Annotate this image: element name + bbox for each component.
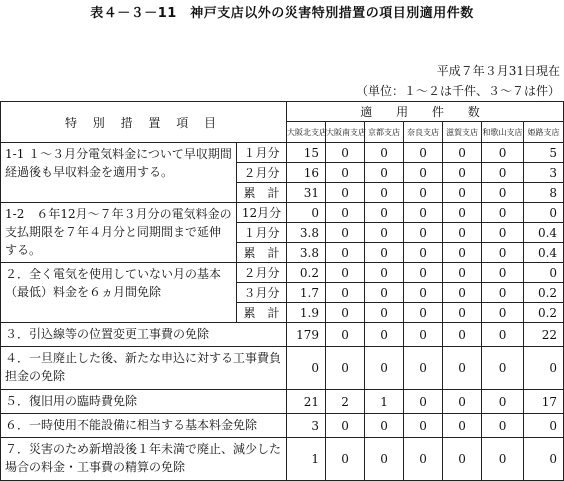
count-cell: 0 bbox=[326, 223, 365, 243]
table-row bbox=[1, 203, 564, 223]
count-cell: 0 bbox=[365, 203, 404, 223]
table-row bbox=[1, 143, 564, 163]
unit-note: （単位：１～２は千件、３～７は件） bbox=[355, 84, 560, 98]
count-cell: 0 bbox=[524, 438, 564, 481]
count-cell: 0 bbox=[404, 303, 443, 323]
count-cell: 0 bbox=[443, 283, 482, 303]
table-title: 表４－３－11 神戸支店以外の災害特別措置の項目別適用件数 bbox=[90, 6, 474, 21]
count-cell: 0 bbox=[443, 263, 482, 283]
count-cell: 0 bbox=[404, 163, 443, 183]
count-cell: 0 bbox=[482, 203, 524, 223]
branch-header: 京都支店 bbox=[365, 122, 404, 143]
count-cell: 0 bbox=[365, 183, 404, 203]
count-cell: 3 bbox=[524, 163, 564, 183]
count-cell: 0 bbox=[326, 163, 365, 183]
count-cell: 0 bbox=[482, 323, 524, 347]
measure-item: ２．全く電気を使用していない月の基本（最低）料金を６ヵ月間免除 bbox=[1, 263, 237, 323]
count-cell: 0 bbox=[443, 223, 482, 243]
measure-item: ７．災害のため新増設後１年未満で廃止、減少した場合の料金・工事費の精算の免除 bbox=[1, 438, 287, 481]
count-cell: 0 bbox=[482, 347, 524, 390]
count-cell: 0 bbox=[482, 303, 524, 323]
item-header: 特 別 措 置 項 目 bbox=[1, 102, 287, 143]
count-cell: 0 bbox=[482, 143, 524, 163]
measure-item: 1-2 ６年12月～７年３月分の電気料金の支払期限を７年４月分と同期間まで延伸する。 bbox=[1, 203, 237, 263]
count-cell: 0 bbox=[482, 438, 524, 481]
special-measures-table bbox=[0, 101, 564, 481]
count-cell: 5 bbox=[524, 143, 564, 163]
table-row bbox=[1, 414, 564, 438]
count-cell: 0 bbox=[482, 163, 524, 183]
count-cell: 0 bbox=[404, 283, 443, 303]
branch-header: 姫路支店 bbox=[524, 122, 564, 143]
measure-item: 1-1 １～３月分電気料金について早収期間経過後も早収料金を適用する。 bbox=[1, 143, 237, 203]
count-cell: 0 bbox=[365, 243, 404, 263]
count-cell: 0 bbox=[287, 203, 326, 223]
period-label: 累 計 bbox=[237, 303, 287, 323]
table-row bbox=[1, 390, 564, 414]
count-cell: 0.2 bbox=[524, 283, 564, 303]
count-cell: 0 bbox=[365, 438, 404, 481]
count-cell: 8 bbox=[524, 183, 564, 203]
count-cell: 21 bbox=[287, 390, 326, 414]
measure-item: ５．復旧用の臨時費免除 bbox=[1, 390, 287, 414]
count-cell: 31 bbox=[287, 183, 326, 203]
count-cell: 0 bbox=[326, 283, 365, 303]
branch-header: 和歌山支店 bbox=[482, 122, 524, 143]
period-label: ３月分 bbox=[237, 283, 287, 303]
count-cell: 1 bbox=[287, 438, 326, 481]
count-cell: 17 bbox=[524, 390, 564, 414]
count-cell: 0 bbox=[404, 390, 443, 414]
count-cell: 0 bbox=[482, 223, 524, 243]
count-cell: 0 bbox=[443, 143, 482, 163]
count-cell: 0 bbox=[443, 347, 482, 390]
count-cell: 16 bbox=[287, 163, 326, 183]
count-cell: 0 bbox=[404, 223, 443, 243]
count-cell: 0 bbox=[404, 143, 443, 163]
count-cell: 0 bbox=[365, 323, 404, 347]
count-cell: 0 bbox=[443, 243, 482, 263]
count-cell: 0 bbox=[524, 203, 564, 223]
count-cell: 3.8 bbox=[287, 243, 326, 263]
count-cell: 0 bbox=[443, 163, 482, 183]
count-cell: 0 bbox=[326, 143, 365, 163]
count-cell: 0 bbox=[326, 263, 365, 283]
period-label: ２月分 bbox=[237, 163, 287, 183]
count-cell: 0.4 bbox=[524, 223, 564, 243]
count-header: 適 用 件 数 bbox=[287, 102, 564, 122]
count-cell: 0 bbox=[443, 183, 482, 203]
count-cell: 0 bbox=[482, 283, 524, 303]
period-label: １月分 bbox=[237, 223, 287, 243]
count-cell: 0 bbox=[404, 438, 443, 481]
count-cell: 0 bbox=[482, 414, 524, 438]
date-note: 平成７年３月31日現在 bbox=[436, 64, 560, 78]
count-cell: 0 bbox=[443, 390, 482, 414]
count-cell: 0 bbox=[482, 183, 524, 203]
count-cell: 0 bbox=[443, 438, 482, 481]
count-cell: 0 bbox=[404, 243, 443, 263]
count-cell: 0 bbox=[404, 323, 443, 347]
count-cell: 0 bbox=[365, 223, 404, 243]
period-label: ２月分 bbox=[237, 263, 287, 283]
count-cell: 0 bbox=[365, 263, 404, 283]
count-cell: 2 bbox=[326, 390, 365, 414]
measure-item: ６．一時使用不能設備に相当する基本料金免除 bbox=[1, 414, 287, 438]
count-cell: 0 bbox=[443, 303, 482, 323]
table-row bbox=[1, 438, 564, 481]
count-cell: 0 bbox=[404, 414, 443, 438]
count-cell: 22 bbox=[524, 323, 564, 347]
branch-header: 滋賀支店 bbox=[443, 122, 482, 143]
count-cell: 0.2 bbox=[287, 263, 326, 283]
count-cell: 0 bbox=[326, 414, 365, 438]
count-cell: 0 bbox=[326, 243, 365, 263]
count-cell: 0 bbox=[524, 263, 564, 283]
measure-item: ４．一旦廃止した後、新たな申込に対する工事費負担金の免除 bbox=[1, 347, 287, 390]
count-cell: 0 bbox=[365, 163, 404, 183]
count-cell: 1.9 bbox=[287, 303, 326, 323]
count-cell: 15 bbox=[287, 143, 326, 163]
count-cell: 179 bbox=[287, 323, 326, 347]
count-cell: 0 bbox=[326, 438, 365, 481]
count-cell: 0.4 bbox=[524, 243, 564, 263]
count-cell: 0 bbox=[326, 203, 365, 223]
count-cell: 0 bbox=[326, 303, 365, 323]
count-cell: 0 bbox=[326, 183, 365, 203]
branch-header: 奈良支店 bbox=[404, 122, 443, 143]
count-cell: 0 bbox=[326, 347, 365, 390]
count-cell: 0 bbox=[482, 243, 524, 263]
table-row bbox=[1, 323, 564, 347]
branch-header: 大阪南支店 bbox=[326, 122, 365, 143]
count-cell: 0 bbox=[287, 347, 326, 390]
count-cell: 0 bbox=[443, 323, 482, 347]
count-cell: 0 bbox=[482, 263, 524, 283]
period-label: 累 計 bbox=[237, 183, 287, 203]
table-row bbox=[1, 263, 564, 283]
period-label: 12月分 bbox=[237, 203, 287, 223]
count-cell: 0 bbox=[365, 283, 404, 303]
period-label: 累 計 bbox=[237, 243, 287, 263]
count-cell: 0.2 bbox=[524, 303, 564, 323]
count-cell: 3 bbox=[287, 414, 326, 438]
count-cell: 0 bbox=[482, 390, 524, 414]
count-cell: 0 bbox=[326, 323, 365, 347]
branch-header: 大阪北支店 bbox=[287, 122, 326, 143]
count-cell: 0 bbox=[404, 347, 443, 390]
count-cell: 0 bbox=[404, 183, 443, 203]
count-cell: 0 bbox=[365, 303, 404, 323]
count-cell: 1 bbox=[365, 390, 404, 414]
count-cell: 1.7 bbox=[287, 283, 326, 303]
count-cell: 0 bbox=[365, 414, 404, 438]
count-cell: 0 bbox=[443, 414, 482, 438]
count-cell: 0 bbox=[365, 347, 404, 390]
count-cell: 0 bbox=[524, 347, 564, 390]
count-cell: 0 bbox=[404, 263, 443, 283]
table-row bbox=[1, 347, 564, 390]
count-cell: 3.8 bbox=[287, 223, 326, 243]
period-label: １月分 bbox=[237, 143, 287, 163]
measure-item: ３．引込線等の位置変更工事費の免除 bbox=[1, 323, 287, 347]
count-cell: 0 bbox=[365, 143, 404, 163]
count-cell: 0 bbox=[443, 203, 482, 223]
count-cell: 0 bbox=[524, 414, 564, 438]
count-cell: 0 bbox=[404, 203, 443, 223]
